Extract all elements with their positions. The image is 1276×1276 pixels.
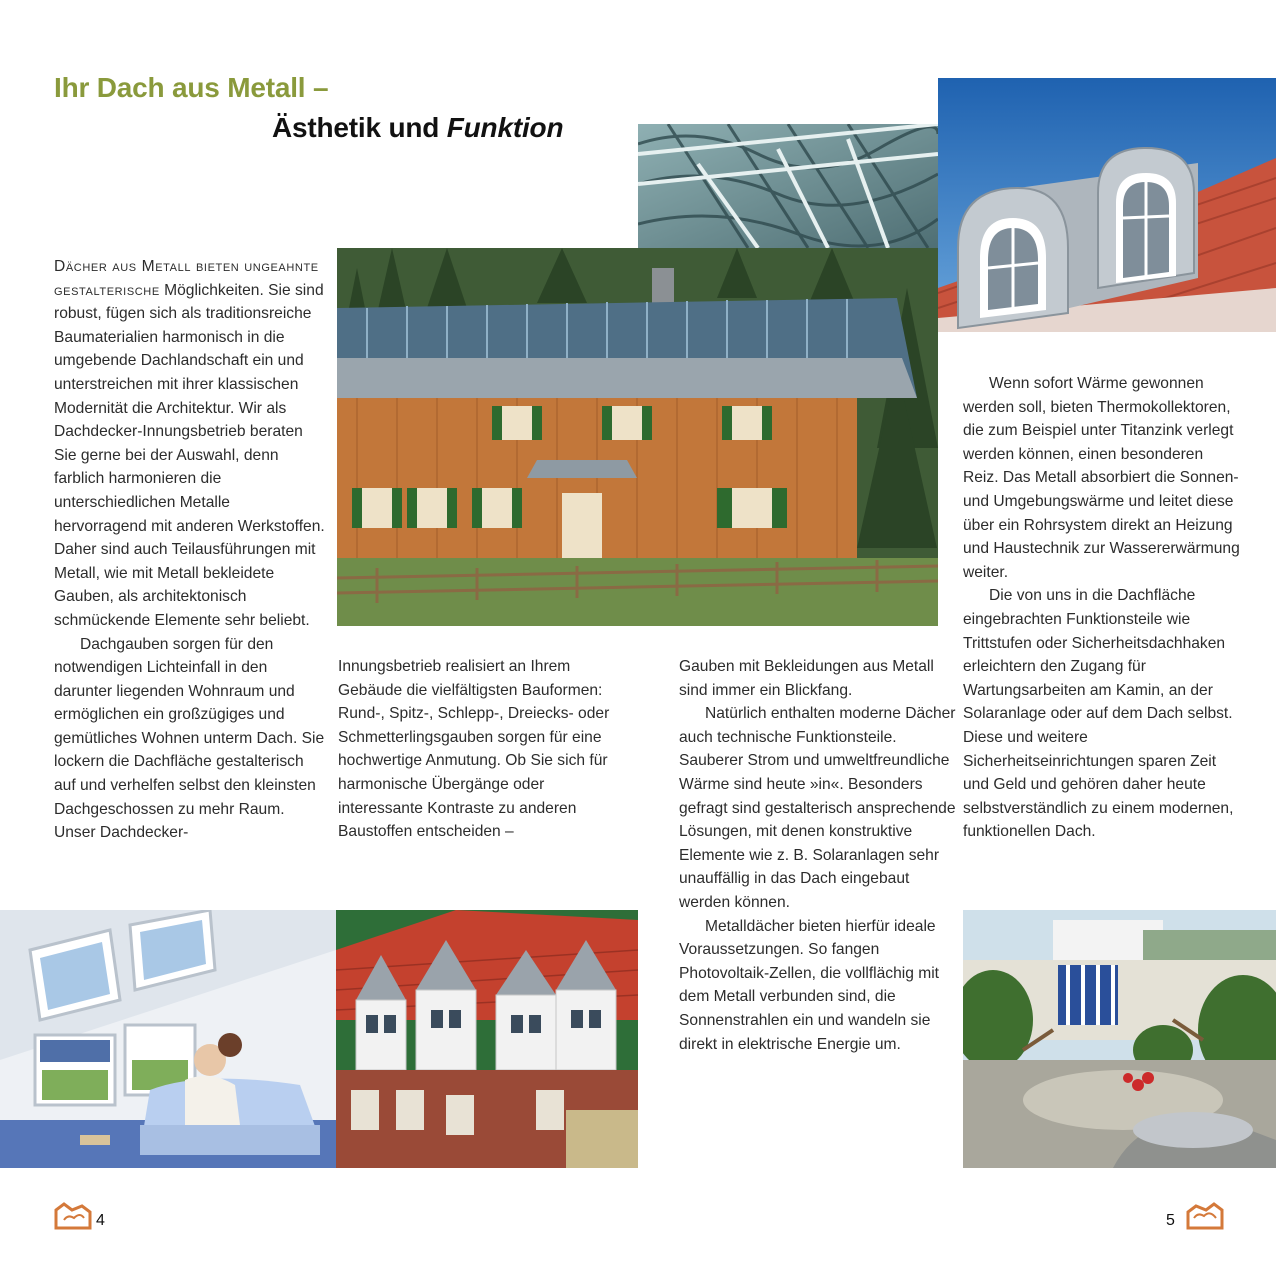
photo-houses-white-dormers [336, 910, 638, 1168]
page-title-line2 [272, 112, 563, 144]
col1-paragraph-1: Möglichkeiten. Sie sind robust, fügen sich als traditionsreiche Baumaterialien harmonisch in die umgebende Dachlandschaft ein und unterstreichen mit ihrer klassischen Modernität die Architektur. Wir als Dachdecker-Innungsbetrieb beraten Sie gerne bei der Auswahl, denn farblich harmonieren die unterschiedlichen Metalle hervorragend mit anderen Werkstoffen. Daher sind auch Teilausführungen mit Metall, wie mit Metall bekleidete Gauben, als architektonisch schmückende Elemente sehr beliebt. [54, 281, 325, 629]
text-column-2 [338, 655, 620, 844]
page-number-right: 5 [1166, 1212, 1175, 1229]
col3-paragraph-2: Natürlich enthalten moderne Dächer auch technische Funktionsteile. Sauberer Strom und umweltfreundliche Wärme sind heute »in«. Besonders gefragt sind gestalterisch ansprechende Lösungen, mit denen konstruktive Elemente wie z. B. Solaranlagen sehr unauffällig in das Dach eingebaut werden können. [679, 705, 956, 911]
house-logo-icon-right [1186, 1202, 1224, 1230]
col3-paragraph-1: Gauben mit Bekleidungen aus Metall sind immer ein Blickfang. [679, 658, 934, 699]
col4-paragraph-1: Wenn sofort Wärme gewonnen werden soll, bieten Thermokollektoren, die zum Beispiel unter Titanzink verlegt werden können, einen besonderen Reiz. Das Metall absorbiert die Sonnen- und Umgebungswärme und leitet diese über ein Rohrsystem direkt an Heizung und Haustechnik zur Wassererwärmung weiter. [963, 375, 1240, 581]
lead-small-caps: Dächer aus Metall bieten ungeahnte gestalterische [54, 258, 319, 299]
photo-metal-roof-closeup [638, 124, 938, 248]
photo-wooden-house-solar-roof [337, 248, 938, 626]
title-regular: Ästhetik und [272, 112, 447, 143]
title-italic: Funktion [446, 112, 564, 143]
photo-attic-bedroom-skylights [0, 910, 336, 1168]
text-column-1 [54, 255, 326, 845]
photo-garden-courtyard [963, 910, 1276, 1168]
text-column-4 [963, 372, 1243, 844]
col4-paragraph-2: Die von uns in die Dachfläche eingebrachten Funktionsteile wie Trittstufen oder Sicherheitsdachhaken erleichtern den Zugang für Wartungsarbeiten am Kamin, an der Solaranlage oder auf dem Dach selbst. Diese und weitere Sicherheitseinrichtungen sparen Zeit und Geld und gehören daher heute selbstverständlich zu einem modernen, funktionellen Dach. [963, 587, 1234, 841]
photo-round-dormers [938, 78, 1276, 332]
col2-paragraph-1: Innungsbetrieb realisiert an Ihrem Gebäude die vielfältigsten Bauformen: Rund-, Spitz-, Schlepp-, Dreiecks- oder Schmetterlingsgauben sorgen für eine hochwertige Anmutung. Ob Sie sich für harmonische Übergänge oder interessante Kontraste zu anderen Baustoffen entscheiden – [338, 658, 610, 841]
col3-paragraph-3: Metalldächer bieten hierfür ideale Voraussetzungen. So fangen Photovoltaik-Zellen, die vollflächig mit dem Metall verbunden sind, die Sonnenstrahlen ein und wandeln sie direkt in elektrische Energie um. [679, 917, 940, 1053]
text-column-3 [679, 655, 963, 1056]
page-title-line1: Ihr Dach aus Metall – [54, 72, 329, 103]
col1-paragraph-2: Dachgauben sorgen für den notwendigen Lichteinfall in den darunter liegenden Wohnraum und ermöglichen ein großzügiges und gemütliches Wohnen unterm Dach. Sie lockern die Dachfläche gestalterisch auf und verhelfen selbst den kleinsten Dachgeschossen zu mehr Raum. Unser Dachdecker- [54, 635, 325, 842]
page-number-left: 4 [96, 1212, 105, 1229]
house-logo-icon-left [54, 1202, 92, 1230]
